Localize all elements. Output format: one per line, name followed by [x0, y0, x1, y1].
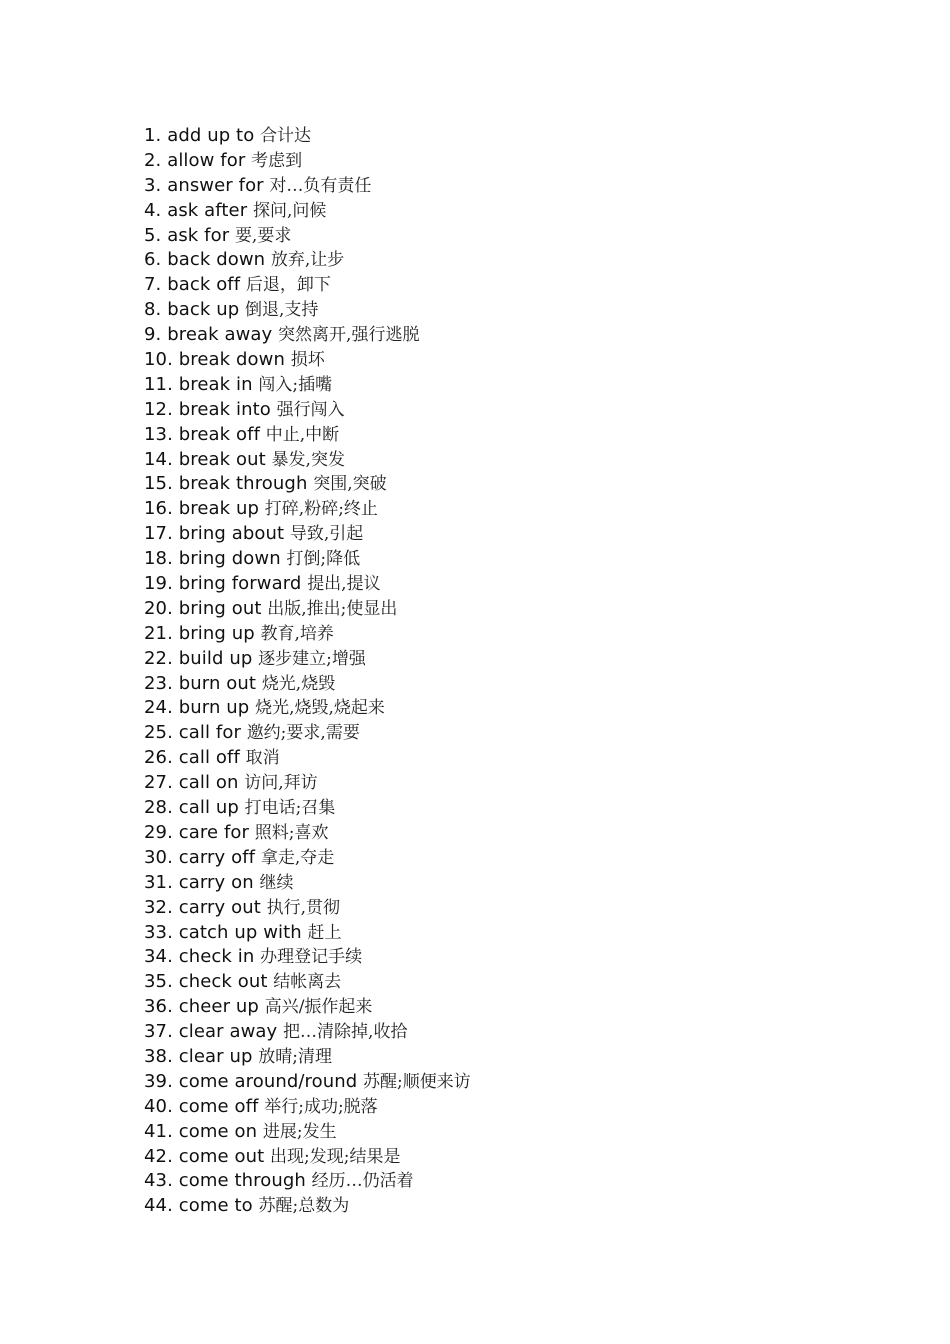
phrase-item [144, 1095, 471, 1120]
phrase-text: 29. care for [144, 821, 250, 843]
phrase-meaning: 闯入;插嘴 [258, 374, 333, 395]
phrase-list [144, 124, 471, 1219]
phrase-text: 9. break away [144, 324, 273, 346]
phrase-text: 14. break out [144, 448, 266, 470]
phrase-meaning: 突围,突破 [313, 474, 387, 495]
phrase-text: 2. allow for [144, 149, 246, 171]
phrase-item [144, 1045, 471, 1070]
phrase-text: 18. bring down [144, 548, 281, 570]
phrase-text: 43. come through [144, 1170, 306, 1192]
phrase-item [144, 871, 471, 896]
phrase-text: 34. check in [144, 946, 255, 968]
phrase-meaning: 办理登记手续 [260, 947, 363, 968]
phrase-text: 39. come around/round [144, 1070, 358, 1092]
phrase-meaning: 倒退,支持 [244, 300, 319, 321]
phrase-text: 10. break down [144, 349, 285, 371]
phrase-text: 8. back up [144, 299, 240, 321]
phrase-item [144, 696, 471, 721]
phrase-item [144, 348, 471, 373]
phrase-text: 23. burn out [144, 672, 257, 694]
phrase-item [144, 597, 471, 622]
phrase-meaning: 逐步建立;增强 [258, 648, 366, 669]
phrase-meaning: 合计达 [260, 126, 312, 146]
phrase-item [144, 1120, 471, 1145]
phrase-meaning: 烧光,烧毁,烧起来 [255, 698, 385, 719]
phrase-item [144, 821, 471, 846]
phrase-meaning: 举行;成功;脱落 [264, 1096, 378, 1117]
phrase-meaning: 中止,中断 [265, 424, 340, 445]
phrase-meaning: 打碎,粉碎;终止 [264, 499, 378, 520]
phrase-meaning: 强行闯入 [276, 399, 345, 420]
phrase-item [144, 547, 471, 572]
phrase-item [144, 921, 471, 946]
phrase-item [144, 746, 471, 771]
phrase-meaning: 教育,培养 [260, 623, 334, 644]
phrase-text: 42. come out [144, 1145, 265, 1167]
phrase-meaning: 导致,引起 [289, 524, 364, 545]
phrase-text: 3. answer for [144, 174, 264, 196]
phrase-item [144, 497, 471, 522]
phrase-text: 33. catch up with [144, 921, 302, 943]
phrase-item [144, 472, 471, 497]
phrase-meaning: 要,要求 [234, 225, 292, 246]
phrase-text: 16. break up [144, 498, 260, 520]
phrase-item [144, 846, 471, 871]
phrase-text: 19. bring forward [144, 573, 302, 595]
phrase-meaning: 提出,提议 [307, 574, 381, 595]
phrase-item [144, 398, 471, 423]
phrase-text: 37. clear away [144, 1021, 278, 1043]
phrase-text: 5. ask for [144, 224, 230, 246]
phrase-item [144, 448, 471, 473]
phrase-text: 25. call for [144, 722, 241, 744]
phrase-item [144, 298, 471, 323]
phrase-item [144, 896, 471, 921]
phrase-item [144, 796, 471, 821]
phrase-meaning: 访问,拜访 [244, 773, 318, 794]
phrase-text: 32. carry out [144, 896, 261, 918]
phrase-text: 38. clear up [144, 1045, 253, 1067]
phrase-meaning: 执行,贯彻 [266, 897, 341, 918]
phrase-item [144, 622, 471, 647]
phrase-meaning: 照料;喜欢 [254, 822, 329, 843]
phrase-item [144, 174, 471, 199]
phrase-text: 12. break into [144, 398, 271, 420]
phrase-item [144, 373, 471, 398]
phrase-item [144, 149, 471, 174]
phrase-text: 31. carry on [144, 871, 254, 893]
phrase-text: 27. call on [144, 772, 239, 794]
phrase-meaning: 突然离开,强行逃脱 [278, 325, 420, 346]
phrase-text: 20. bring out [144, 597, 262, 619]
phrase-text: 28. call up [144, 797, 239, 819]
phrase-meaning: 拿走,夺走 [260, 847, 335, 868]
phrase-meaning: 探问,问候 [252, 200, 327, 221]
phrase-item [144, 124, 471, 149]
phrase-text: 26. call off [144, 747, 240, 769]
phrase-text: 22. build up [144, 647, 253, 669]
phrase-meaning: 苏醒;顺便来访 [363, 1071, 471, 1092]
phrase-meaning: 苏醒;总数为 [258, 1196, 350, 1217]
phrase-meaning: 结帐离去 [273, 972, 342, 993]
phrase-item [144, 323, 471, 348]
phrase-item [144, 1194, 471, 1219]
phrase-meaning: 高兴/振作起来 [264, 997, 373, 1018]
phrase-text: 6. back down [144, 249, 266, 271]
phrase-meaning: 把…清除掉,收拾 [283, 1022, 408, 1043]
phrase-item [144, 647, 471, 672]
phrase-meaning: 打倒;降低 [286, 549, 361, 570]
phrase-text: 21. bring up [144, 622, 255, 644]
phrase-item [144, 995, 471, 1020]
phrase-meaning: 考虑到 [251, 150, 303, 171]
phrase-item [144, 224, 471, 249]
phrase-meaning: 邀约;要求,需要 [246, 723, 360, 744]
phrase-meaning: 出现;发现;结果是 [270, 1146, 401, 1167]
phrase-item [144, 522, 471, 547]
phrase-text: 7. back off [144, 274, 241, 296]
phrase-meaning: 后退，卸下 [245, 275, 331, 296]
phrase-text: 24. burn up [144, 697, 250, 719]
phrase-item [144, 572, 471, 597]
phrase-item [144, 970, 471, 995]
phrase-text: 1. add up to [144, 125, 255, 146]
phrase-text: 44. come to [144, 1195, 253, 1217]
phrase-item [144, 672, 471, 697]
phrase-item [144, 1070, 471, 1095]
phrase-text: 17. bring about [144, 523, 285, 545]
phrase-text: 4. ask after [144, 199, 248, 221]
phrase-text: 35. check out [144, 971, 268, 993]
phrase-text: 30. carry off [144, 846, 256, 868]
phrase-text: 11. break in [144, 373, 253, 395]
phrase-meaning: 烧光,烧毁 [261, 673, 336, 694]
phrase-meaning: 经历…仍活着 [311, 1171, 414, 1192]
phrase-meaning: 进展;发生 [262, 1121, 337, 1142]
phrase-meaning: 放晴;清理 [258, 1046, 332, 1067]
phrase-item [144, 721, 471, 746]
phrase-item [144, 945, 471, 970]
phrase-item [144, 273, 471, 298]
phrase-item [144, 1145, 471, 1170]
phrase-meaning: 出版,推出;使显出 [267, 598, 398, 619]
phrase-item [144, 1169, 471, 1194]
phrase-text: 36. cheer up [144, 996, 259, 1018]
phrase-text: 15. break through [144, 473, 308, 495]
phrase-meaning: 取消 [245, 748, 280, 769]
phrase-item [144, 771, 471, 796]
phrase-item [144, 423, 471, 448]
phrase-item [144, 1020, 471, 1045]
phrase-text: 40. come off [144, 1095, 259, 1117]
phrase-meaning: 打电话;召集 [244, 798, 336, 819]
phrase-text: 41. come on [144, 1120, 258, 1142]
phrase-meaning: 损坏 [290, 350, 325, 371]
phrase-meaning: 继续 [259, 872, 294, 893]
phrase-meaning: 放弃,让步 [270, 250, 345, 271]
phrase-item [144, 248, 471, 273]
phrase-meaning: 赶上 [307, 922, 342, 943]
phrase-meaning: 暴发,突发 [271, 449, 345, 470]
phrase-meaning: 对…负有责任 [269, 175, 372, 196]
phrase-text: 13. break off [144, 423, 261, 445]
phrase-item [144, 199, 471, 224]
